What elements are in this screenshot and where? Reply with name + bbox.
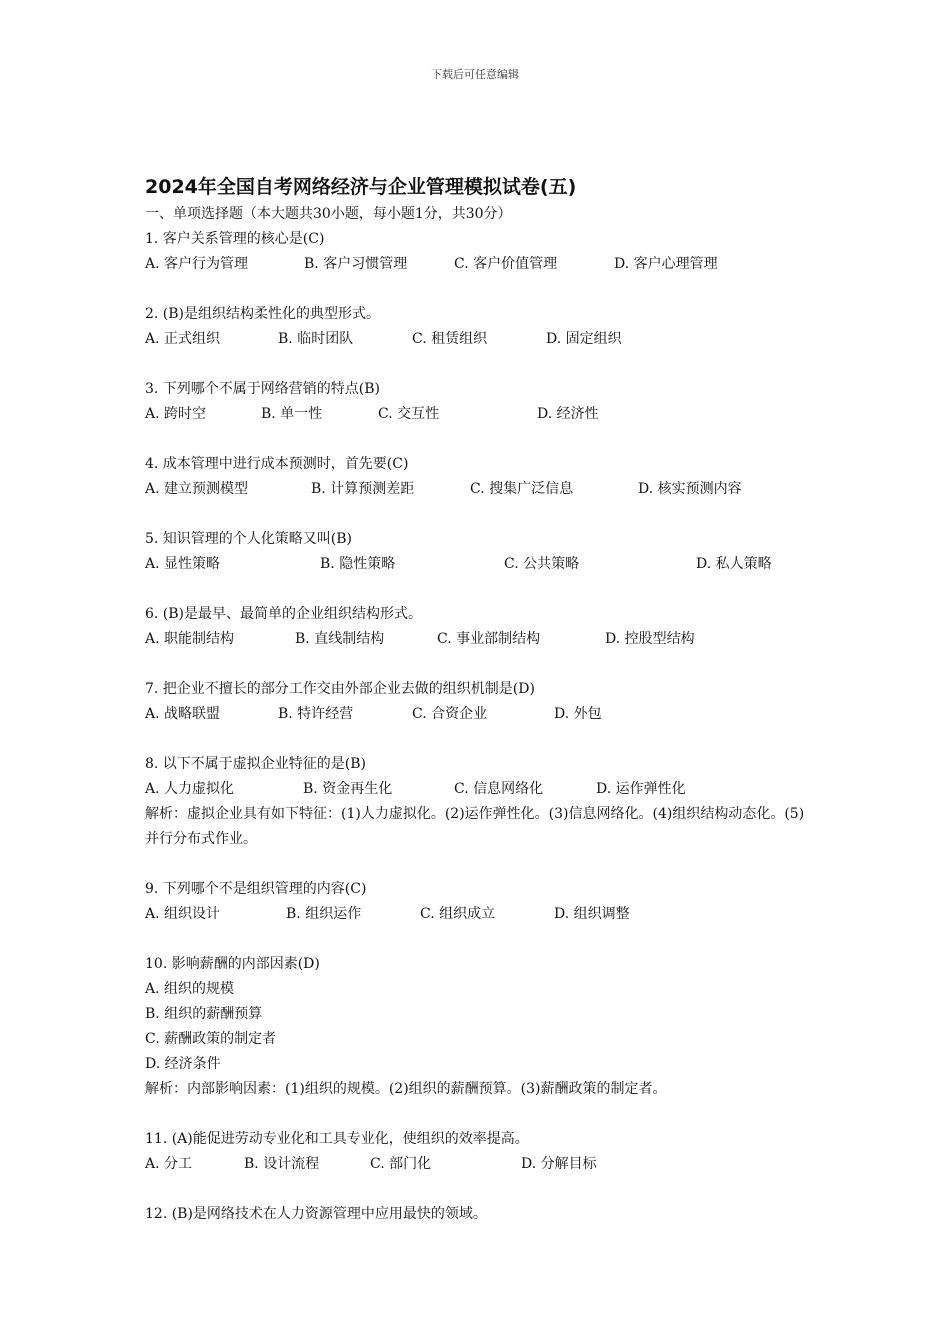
option-a: A. 职能制结构 — [145, 631, 235, 647]
option-a: A. 客户行为管理 — [145, 256, 249, 272]
option-a: A. 组织的规模 — [145, 981, 235, 997]
question-2-options — [145, 327, 815, 352]
option-b: B. 组织的薪酬预算 — [145, 1006, 263, 1022]
option-b: B. 单一性 — [261, 406, 323, 422]
option-a: A. 显性策略 — [145, 556, 221, 572]
option-d: D. 分解目标 — [521, 1156, 597, 1172]
question-11-options — [145, 1152, 815, 1177]
option-c: C. 客户价值管理 — [454, 256, 558, 272]
question-8-options — [145, 777, 815, 802]
option-a: A. 建立预测模型 — [145, 481, 249, 497]
question-4: 4. 成本管理中进行成本预测时，首先要(C) — [145, 456, 409, 472]
question-1: 1. 客户关系管理的核心是(C) — [145, 231, 325, 247]
option-a: A. 战略联盟 — [145, 706, 221, 722]
question-3-options — [145, 402, 815, 427]
question-6: 6. (B)是最早、最简单的企业组织结构形式。 — [145, 606, 423, 622]
option-c: C. 合资企业 — [412, 706, 488, 722]
option-d: D. 控股型结构 — [605, 631, 695, 647]
option-a: A. 跨时空 — [145, 406, 207, 422]
option-c: C. 公共策略 — [504, 556, 580, 572]
option-d: D. 经济性 — [537, 406, 599, 422]
option-b: B. 资金再生化 — [303, 781, 393, 797]
question-5-options — [145, 552, 815, 577]
option-c: C. 事业部制结构 — [437, 631, 541, 647]
option-d: D. 核实预测内容 — [638, 481, 742, 497]
question-2: 2. (B)是组织结构柔性化的典型形式。 — [145, 306, 381, 322]
option-c: C. 组织成立 — [420, 906, 496, 922]
option-d: D. 运作弹性化 — [596, 781, 686, 797]
question-8-explanation: 解析：虚拟企业具有如下特征：(1)人力虚拟化。(2)运作弹性化。(3)信息网络化。(4)组织结构动态化。(5)并行分布式作业。 — [145, 806, 805, 847]
option-d: D. 固定组织 — [546, 331, 622, 347]
question-3: 3. 下列哪个不属于网络营销的特点(B) — [145, 381, 381, 397]
question-6-options — [145, 627, 815, 652]
question-10: 10. 影响薪酬的内部因素(D) — [145, 956, 320, 972]
option-c: C. 部门化 — [370, 1156, 432, 1172]
exam-title: 2024年全国自考网络经济与企业管理模拟试卷(五) — [145, 176, 577, 198]
page-header: 下载后可任意编辑 — [431, 68, 519, 81]
option-a: A. 正式组织 — [145, 331, 221, 347]
option-d: D. 客户心理管理 — [614, 256, 718, 272]
question-7-options — [145, 702, 815, 727]
question-10-explanation: 解析：内部影响因素：(1)组织的规模。(2)组织的薪酬预算。(3)薪酬政策的制定者。 — [145, 1081, 667, 1097]
option-d: D. 经济条件 — [145, 1056, 221, 1072]
section-heading: 一、单项选择题（本大题共30小题，每小题1分，共30分） — [145, 206, 512, 222]
question-12: 12. (B)是网络技术在人力资源管理中应用最快的领域。 — [145, 1206, 487, 1222]
question-7: 7. 把企业不擅长的部分工作交由外部企业去做的组织机制是(D) — [145, 681, 535, 697]
option-b: B. 临时团队 — [278, 331, 354, 347]
option-c: C. 租赁组织 — [412, 331, 488, 347]
question-1-options — [145, 252, 815, 277]
option-a: A. 组织设计 — [145, 906, 221, 922]
option-c: C. 交互性 — [378, 406, 440, 422]
option-d: D. 私人策略 — [696, 556, 772, 572]
option-b: B. 设计流程 — [244, 1156, 320, 1172]
question-4-options — [145, 477, 815, 502]
option-c: C. 信息网络化 — [454, 781, 544, 797]
option-b: B. 客户习惯管理 — [304, 256, 408, 272]
option-c: C. 薪酬政策的制定者 — [145, 1031, 277, 1047]
option-c: C. 搜集广泛信息 — [470, 481, 574, 497]
option-b: B. 隐性策略 — [320, 556, 396, 572]
exam-content — [145, 172, 815, 1227]
question-5: 5. 知识管理的个人化策略又叫(B) — [145, 531, 353, 547]
option-b: B. 计算预测差距 — [311, 481, 415, 497]
question-9-options — [145, 902, 815, 927]
option-a: A. 分工 — [145, 1156, 193, 1172]
option-d: D. 外包 — [554, 706, 602, 722]
option-d: D. 组织调整 — [554, 906, 630, 922]
option-a: A. 人力虚拟化 — [145, 781, 235, 797]
question-9: 9. 下列哪个不是组织管理的内容(C) — [145, 881, 367, 897]
question-8: 8. 以下不属于虚拟企业特征的是(B) — [145, 756, 367, 772]
option-b: B. 组织运作 — [286, 906, 362, 922]
option-b: B. 直线制结构 — [295, 631, 385, 647]
option-b: B. 特许经营 — [278, 706, 354, 722]
question-11: 11. (A)能促进劳动专业化和工具专业化，使组织的效率提高。 — [145, 1131, 529, 1147]
